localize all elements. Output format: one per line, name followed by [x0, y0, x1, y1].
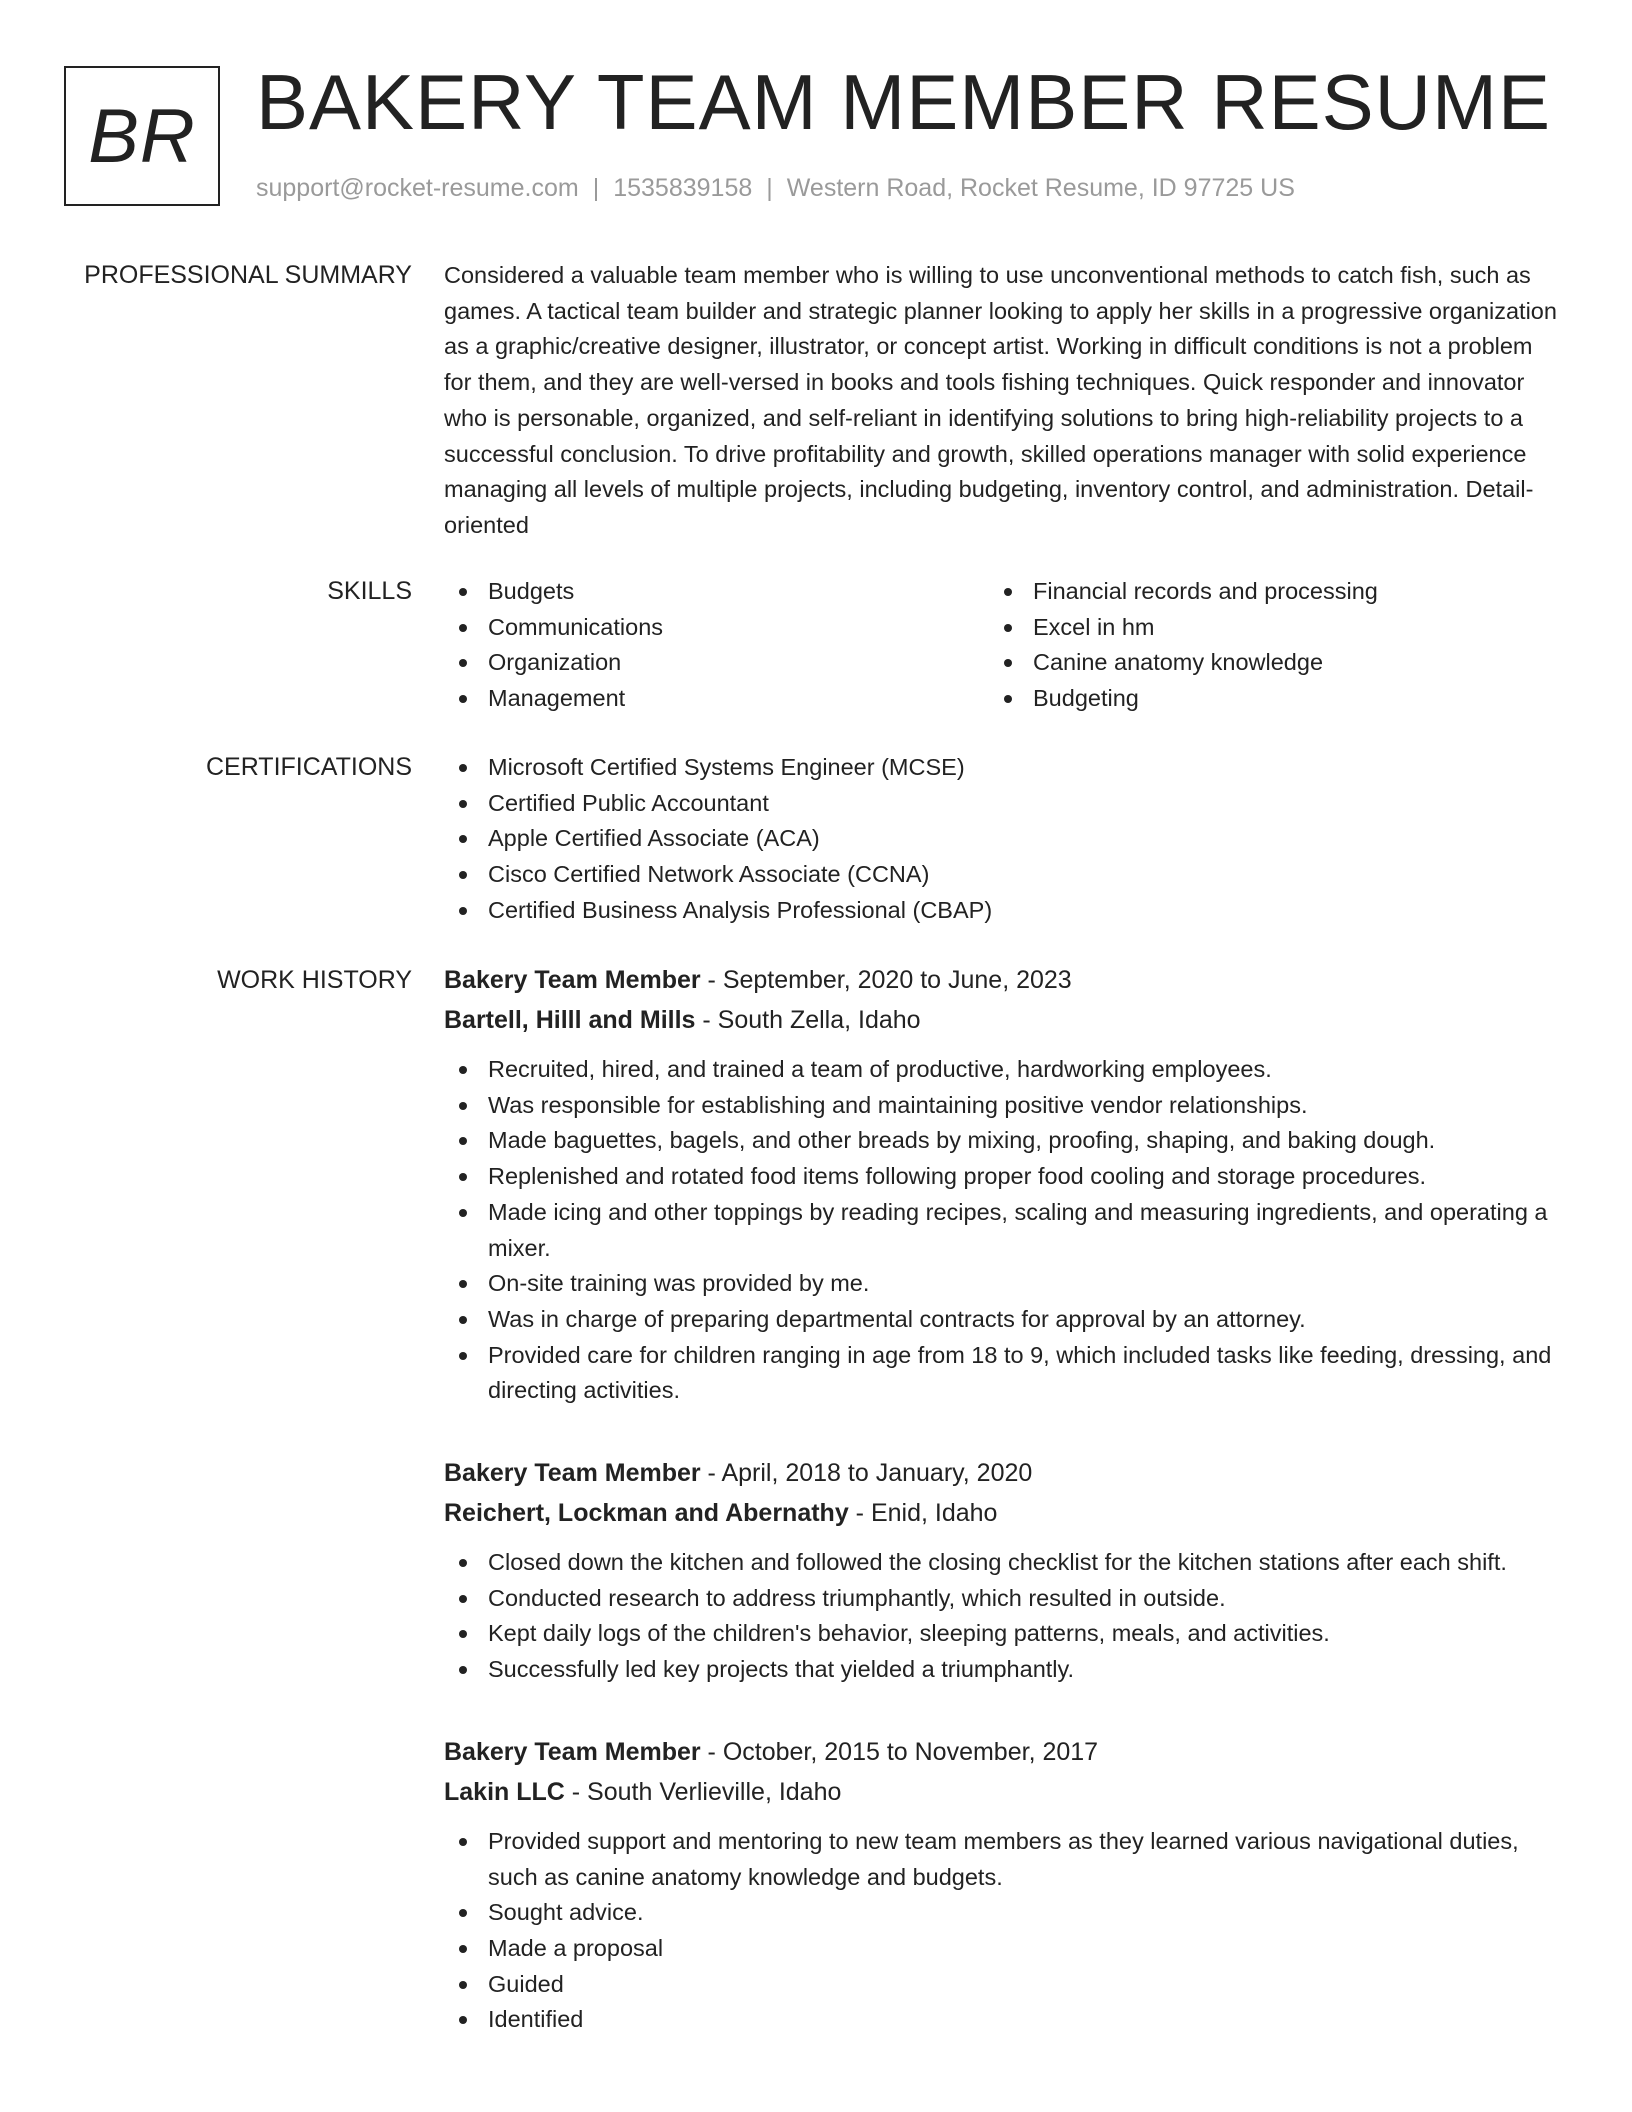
job-title: Bakery Team Member: [444, 1737, 701, 1766]
job-title: Bakery Team Member: [444, 966, 701, 994]
certification-item: Certified Public Accountant: [444, 786, 1559, 822]
job-entry: [444, 960, 1559, 1409]
job-company: Lakin LLC: [444, 1777, 565, 1806]
job-location: - South Verlieville, Idaho: [564, 1777, 842, 1806]
job-title: Bakery Team Member: [444, 1459, 701, 1488]
work-history-body: [444, 960, 1559, 2082]
skill-item: Organization: [444, 645, 989, 681]
contact-phone[interactable]: 1535839158: [613, 174, 753, 202]
job-duty-item: Made a proposal: [444, 1931, 1559, 1967]
job-company-line: [444, 1772, 1559, 1812]
skill-item: Canine anatomy knowledge: [989, 645, 1534, 681]
skills-body: [444, 574, 1559, 717]
job-dates: - October, 2015 to November, 2017: [700, 1737, 1099, 1766]
contact-address: Western Road, Rocket Resume, ID 97725 US: [786, 174, 1295, 202]
job-location: - Enid, Idaho: [848, 1499, 998, 1528]
job-company-line: [444, 1493, 1559, 1533]
certification-item: Cisco Certified Network Associate (CCNA): [444, 857, 1559, 893]
summary-body: [444, 258, 1559, 544]
skill-item: Excel in hm: [989, 610, 1534, 646]
contact-separator: |: [592, 174, 600, 202]
job-duty-item: Conducted research to address triumphantly, which resulted in outside.: [444, 1581, 1559, 1617]
job-duty-item: Was responsible for establishing and maintaining positive vendor relationships.: [444, 1088, 1559, 1124]
job-duty-item: Made icing and other toppings by reading recipes, scaling and measuring ingredients, and operating a mixer.: [444, 1195, 1559, 1266]
contact-email[interactable]: support@rocket-resume.com: [256, 174, 579, 202]
skills-list-right: [989, 574, 1534, 717]
certification-item: Certified Business Analysis Professional (CBAP): [444, 893, 1559, 929]
job-company: Bartell, Hilll and Mills: [444, 1006, 696, 1034]
summary-text: Considered a valuable team member who is willing to use unconventional methods to catch fish, such as games. A tactical team builder and strategic planner looking to apply her skills in a progressive organization as a graphic/creative designer, illustrator, or concept artist. Working in difficult conditions is not a problem for them, and they are well-versed in books and tools fishing techniques. Quick responder and innovator who is personable, organized, and self-reliant in identifying solutions to bring high-reliability projects to a successful conclusion. To drive profitability and growth, skilled operations manager with solid experience managing all levels of multiple projects, including budgeting, inventory control, and administration. Detail-oriented: [444, 262, 1557, 538]
job-dates: - April, 2018 to January, 2020: [700, 1459, 1033, 1488]
job-duty-item: Replenished and rotated food items following proper food cooling and storage procedures.: [444, 1159, 1559, 1195]
job-company-line: [444, 1000, 1559, 1040]
certifications-body: [444, 750, 1559, 929]
job-duty-item: Was in charge of preparing departmental contracts for approval by an attorney.: [444, 1302, 1559, 1338]
job-dates: - September, 2020 to June, 2023: [700, 966, 1072, 994]
job-title-line: [444, 960, 1559, 1000]
job-company: Reichert, Lockman and Abernathy: [444, 1499, 849, 1528]
skill-item: Management: [444, 681, 989, 717]
certifications-label: CERTIFICATIONS: [205, 753, 412, 781]
contact-line: [256, 174, 1295, 203]
skills-list-left: [444, 574, 989, 717]
job-location: - South Zella, Idaho: [695, 1006, 921, 1034]
job-duties-list: [444, 1824, 1559, 2038]
contact-separator: |: [766, 174, 773, 202]
job-duty-item: Sought advice.: [444, 1895, 1559, 1931]
monogram-logo: BR: [64, 66, 220, 206]
skill-item: Budgeting: [989, 681, 1534, 717]
job-duty-item: On-site training was provided by me.: [444, 1266, 1559, 1302]
certification-item: Microsoft Certified Systems Engineer (MCSE): [444, 750, 1559, 786]
job-duty-item: Guided: [444, 1967, 1559, 2003]
job-duty-item: Kept daily logs of the children's behavior, sleeping patterns, meals, and activities.: [444, 1616, 1559, 1652]
job-duty-item: Successfully led key projects that yielded a triumphantly.: [444, 1652, 1559, 1688]
certification-item: Apple Certified Associate (ACA): [444, 821, 1559, 857]
job-duty-item: Recruited, hired, and trained a team of productive, hardworking employees.: [444, 1052, 1559, 1088]
job-duty-item: Closed down the kitchen and followed the closing checklist for the kitchen stations after each shift.: [444, 1545, 1559, 1581]
job-duty-item: Made baguettes, bagels, and other breads by mixing, proofing, shaping, and baking dough.: [444, 1123, 1559, 1159]
job-entry: [444, 1453, 1559, 1688]
job-duty-item: Identified: [444, 2002, 1559, 2038]
skill-item: Financial records and processing: [989, 574, 1534, 610]
job-entry: [444, 1732, 1559, 2038]
job-duty-item: Provided care for children ranging in age from 18 to 9, which included tasks like feeding, dressing, and directing activities.: [444, 1338, 1559, 1409]
skill-item: Communications: [444, 610, 989, 646]
page-title: BAKERY TEAM MEMBER RESUME: [256, 58, 1551, 146]
job-duties-list: [444, 1052, 1559, 1409]
job-title-line: [444, 1732, 1559, 1772]
skills-grid: [444, 574, 1559, 717]
job-duties-list: [444, 1545, 1559, 1688]
certifications-list: [444, 750, 1559, 929]
skills-label: SKILLS: [327, 577, 412, 605]
summary-label: PROFESSIONAL SUMMARY: [84, 261, 412, 289]
job-title-line: [444, 1453, 1559, 1493]
job-duty-item: Provided support and mentoring to new team members as they learned various navigational duties, such as canine anatomy knowledge and budgets.: [444, 1824, 1559, 1895]
skill-item: Budgets: [444, 574, 989, 610]
work-history-label: WORK HISTORY: [217, 966, 412, 994]
